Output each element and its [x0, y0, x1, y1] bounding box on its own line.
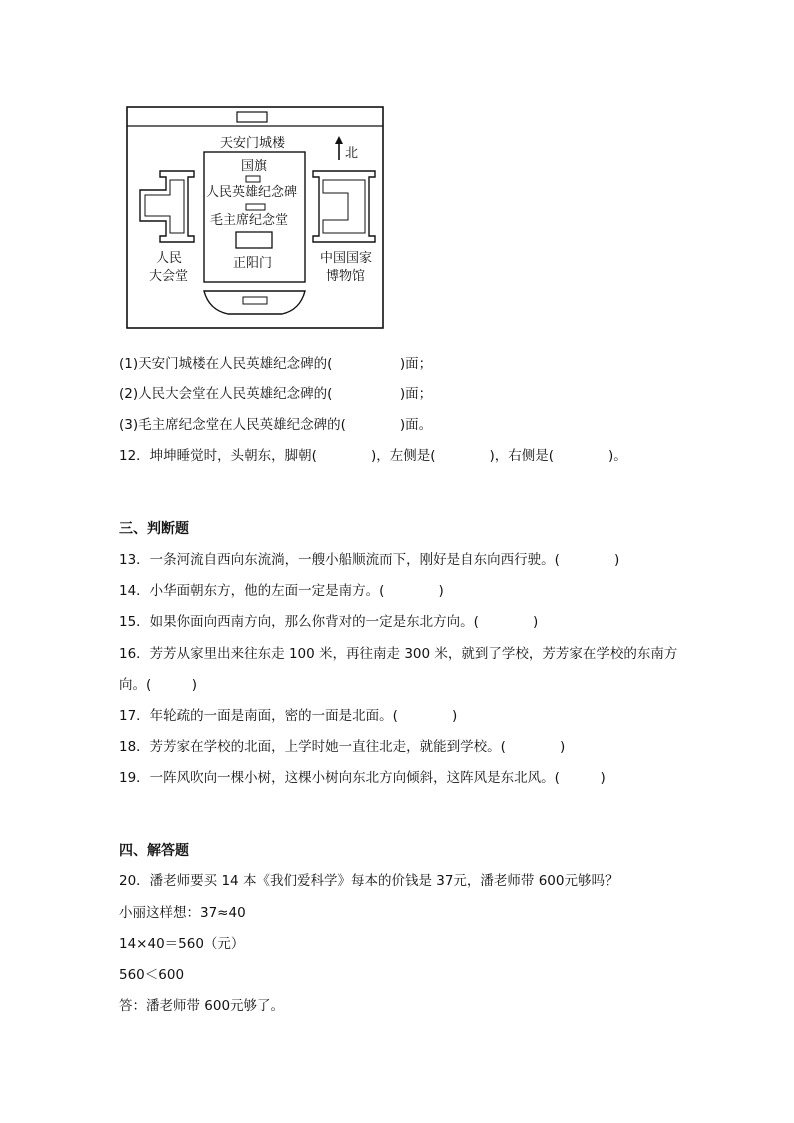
label-mausoleum: 毛主席纪念堂 [210, 213, 289, 228]
museum-inner [323, 180, 365, 233]
label-zhengyangmen: 正阳门 [233, 256, 273, 271]
q11-item-1: (1)天安门城楼在人民英雄纪念碑的( )面； [119, 356, 433, 372]
q20: 20．潘老师要买 14 本《我们爱科学》每本的价钱是 37元，潘老师带 600元够吗？ [119, 873, 619, 889]
great-hall-shape [140, 171, 194, 242]
tiananmen-gate-shape [237, 112, 267, 122]
section4-title: 四、解答题 [119, 843, 189, 859]
tiananmen-square-map [0, 0, 794, 340]
q20-answer: 答：潘老师带 600元够了。 [119, 998, 285, 1014]
q16-line2: 向。( ) [119, 677, 198, 693]
q17: 17．年轮疏的一面是南面，密的一面是北面。( ) [119, 708, 458, 724]
monument-shape [246, 204, 265, 210]
q18: 18．芳芳家在学校的北面，上学时她一直往北走，就能到学校。( ) [119, 739, 566, 755]
q19: 19．一阵风吹向一棵小树，这棵小树向东北方向倾斜，这阵风是东北风。( ) [119, 770, 606, 786]
label-monument: 人民英雄纪念碑 [206, 185, 298, 200]
q11-item-2: (2)人民大会堂在人民英雄纪念碑的( )面； [119, 386, 433, 402]
north-arrowhead-icon [335, 136, 343, 144]
label-flag: 国旗 [241, 159, 268, 174]
great-hall-inner [145, 180, 184, 233]
q11-item-3: (3)毛主席纪念堂在人民英雄纪念碑的( )面。 [119, 417, 433, 433]
flag-shape [246, 176, 260, 182]
q20-work-1: 小丽这样想：37≈40 [119, 905, 246, 921]
label-great-hall-1: 人民 [156, 251, 183, 266]
label-great-hall-2: 大会堂 [149, 269, 189, 284]
zhengyangmen-gate-shape [243, 297, 267, 304]
q15: 15．如果你面向西南方向，那么你背对的一定是东北方向。( ) [119, 614, 539, 630]
label-tiananmen: 天安门城楼 [220, 136, 286, 151]
q14: 14．小华面朝东方，他的左面一定是南方。( ) [119, 583, 444, 599]
label-north: 北 [345, 146, 359, 161]
q20-work-3: 560＜600 [119, 967, 185, 983]
q20-work-2: 14×40＝560（元） [119, 936, 245, 952]
q13: 13．一条河流自西向东流淌，一艘小船顺流而下，刚好是自东向西行驶。( ) [119, 552, 620, 568]
q12: 12．坤坤睡觉时，头朝东，脚朝( )，左侧是( )，右侧是( )。 [119, 448, 627, 464]
zhengyangmen-arc [204, 291, 305, 314]
section3-title: 三、判断题 [119, 521, 189, 537]
mausoleum-shape [236, 232, 272, 248]
label-museum-1: 中国国家 [320, 251, 373, 266]
museum-shape [313, 171, 375, 242]
q16-line1: 16．芳芳从家里出来往东走 100 米，再往南走 300 米，就到了学校，芳芳家在学校的东南方 [119, 646, 678, 662]
label-museum-2: 博物馆 [326, 269, 366, 284]
